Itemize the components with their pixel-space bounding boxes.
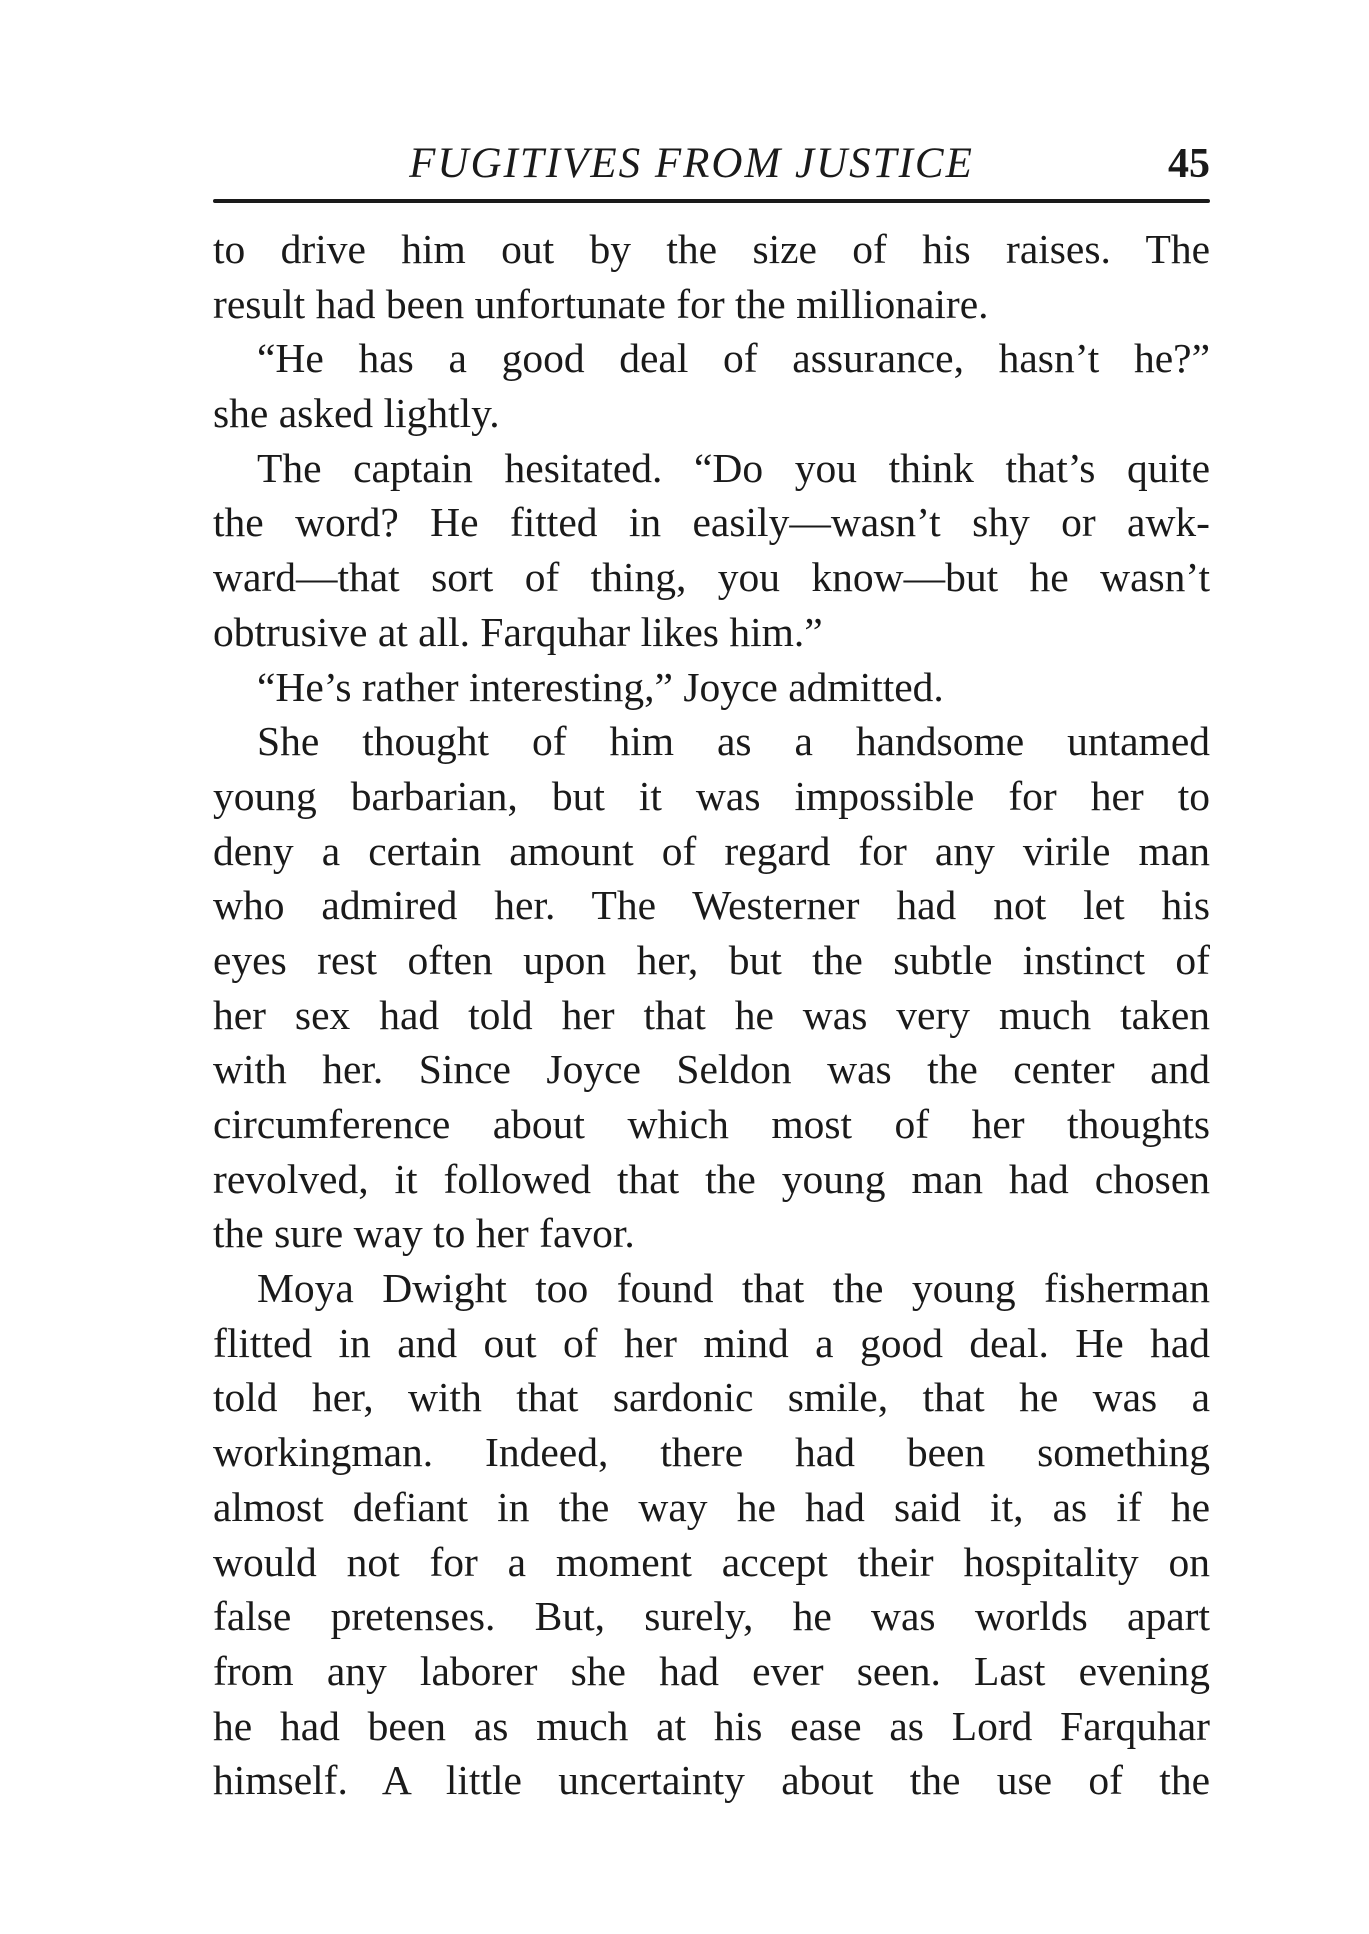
text-line: The captain hesitated. “Do you think that’s quite [257,444,1210,491]
text-line: the sure way to her favor. [213,1210,635,1257]
text-line: the word? He fitted in easily—wasn’t shy or awk- [213,499,1210,546]
text-line: from any laborer she had ever seen. Last evening [213,1647,1210,1694]
text-line: young barbarian, but it was impossible for her to [213,772,1210,819]
text-line: result had been unfortunate for the millionaire. [213,280,989,327]
text-line: “He’s rather interesting,” Joyce admitted. [257,663,944,710]
text-line: she asked lightly. [213,390,500,437]
running-head [213,136,1210,196]
text-line: almost defiant in the way he had said it, as if he [213,1483,1210,1530]
text-line: himself. A little uncertainty about the use of the [213,1757,1210,1804]
text-line: obtrusive at all. Farquhar likes him.” [213,608,823,655]
text-line: false pretenses. But, surely, he was worlds apart [213,1593,1210,1640]
text-line: flitted in and out of her mind a good deal. He had [213,1319,1210,1366]
text-line: deny a certain amount of regard for any virile man [213,827,1210,874]
text-line: with her. Since Joyce Seldon was the center and [213,1046,1210,1093]
text-line: he had been as much at his ease as Lord Farquhar [213,1702,1210,1749]
text-line: who admired her. The Westerner had not let his [213,882,1210,929]
text-line: circumference about which most of her thoughts [213,1101,1210,1147]
text-line: to drive him out by the size of his raises. The [213,226,1210,272]
text-line: She thought of him as a handsome untamed [257,718,1210,765]
header-rule [213,199,1210,203]
text-line: ward—that sort of thing, you know—but he wasn’t [213,554,1210,601]
body-text [213,222,1210,1808]
text-line: eyes rest often upon her, but the subtle instinct of [213,936,1210,983]
page-number: 45 [1168,141,1210,187]
text-line: would not for a moment accept their hospitality on [213,1538,1210,1585]
text-line: her sex had told her that he was very much taken [213,991,1210,1038]
running-title: FUGITIVES FROM JUSTICE [409,140,974,187]
text-line: “He has a good deal of assurance, hasn’t he?” [257,335,1210,382]
text-line: revolved, it followed that the young man had chosen [213,1155,1210,1202]
text-line: Moya Dwight too found that the young fisherman [257,1265,1210,1312]
text-line: told her, with that sardonic smile, that he was a [213,1374,1210,1421]
text-line: workingman. Indeed, there had been something [213,1429,1210,1476]
